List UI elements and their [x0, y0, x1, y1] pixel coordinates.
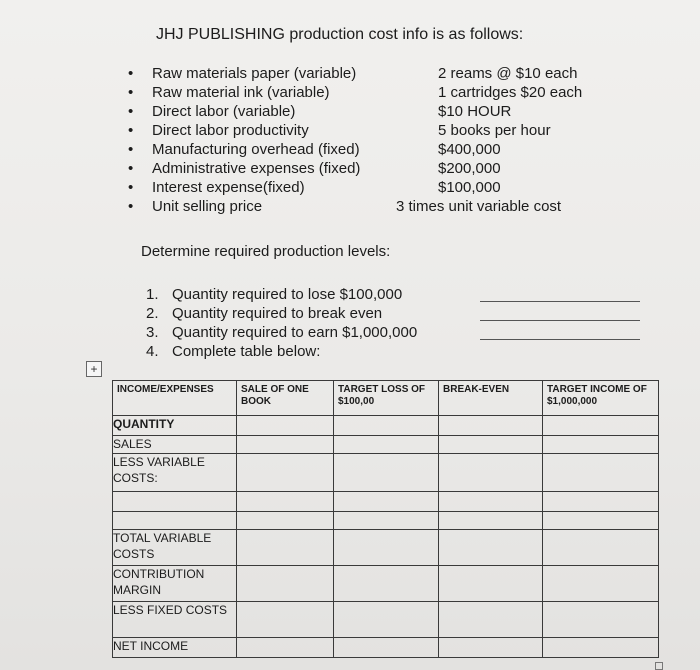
table-cell[interactable] — [439, 454, 543, 492]
table-cell[interactable] — [237, 492, 334, 512]
table-row — [113, 454, 659, 492]
row-label — [113, 492, 237, 512]
row-label: LESS VARIABLE COSTS: — [113, 454, 237, 492]
question-text: Complete table below: — [172, 343, 321, 360]
table-cell[interactable] — [439, 530, 543, 566]
row-label — [113, 512, 237, 530]
cost-label: Manufacturing overhead (fixed) — [152, 141, 360, 158]
table-cell[interactable] — [334, 436, 439, 454]
table-cell[interactable] — [543, 492, 659, 512]
table-cell[interactable] — [439, 492, 543, 512]
instruction-text: Determine required production levels: — [141, 243, 391, 260]
table-row — [113, 512, 659, 530]
table-cell[interactable] — [237, 530, 334, 566]
bullet-icon: • — [128, 198, 134, 215]
cost-value: 5 books per hour — [438, 122, 551, 139]
bullet-icon: • — [128, 122, 134, 139]
cost-label: Unit selling price — [152, 198, 263, 215]
table-row — [113, 492, 659, 512]
cost-label: Direct labor productivity — [152, 122, 309, 139]
table-cell[interactable] — [334, 602, 439, 638]
table-row — [113, 416, 659, 436]
question-number: 1. — [146, 286, 159, 303]
row-label: TOTAL VARIABLE COSTS — [113, 530, 237, 566]
table-cell[interactable] — [334, 492, 439, 512]
list-item — [128, 83, 598, 102]
table-cell[interactable] — [439, 436, 543, 454]
table-cell[interactable] — [543, 436, 659, 454]
bullet-icon: • — [128, 84, 134, 101]
bullet-icon: • — [128, 141, 134, 158]
table-cell[interactable] — [543, 512, 659, 530]
bullet-icon: • — [128, 179, 134, 196]
question-item — [146, 304, 646, 323]
answer-line[interactable] — [480, 339, 640, 340]
table-row — [113, 638, 659, 658]
question-text: Quantity required to earn $1,000,000 — [172, 324, 418, 341]
list-item — [128, 159, 598, 178]
row-label: NET INCOME — [113, 638, 237, 658]
column-header: BREAK-EVEN — [439, 381, 543, 416]
bullet-icon: • — [128, 65, 134, 82]
table-cell[interactable] — [237, 602, 334, 638]
table-cell[interactable] — [439, 512, 543, 530]
table-cell[interactable] — [237, 436, 334, 454]
question-number: 2. — [146, 305, 159, 322]
row-label: LESS FIXED COSTS — [113, 602, 237, 638]
table-header-row — [113, 381, 659, 416]
table-cell[interactable] — [439, 416, 543, 436]
cost-value: 2 reams @ $10 each — [438, 65, 578, 82]
table-cell[interactable] — [237, 512, 334, 530]
list-item — [128, 121, 598, 140]
question-text: Quantity required to lose $100,000 — [172, 286, 403, 303]
row-label: QUANTITY — [113, 416, 237, 436]
row-label: SALES — [113, 436, 237, 454]
table-cell[interactable] — [543, 416, 659, 436]
answer-line[interactable] — [480, 320, 640, 321]
cost-value: $100,000 — [438, 179, 501, 196]
question-item — [146, 342, 646, 361]
cost-label: Raw materials paper (variable) — [152, 65, 357, 82]
bullet-icon: • — [128, 160, 134, 177]
table-cell[interactable] — [439, 602, 543, 638]
table-cell[interactable] — [334, 416, 439, 436]
list-item — [128, 178, 598, 197]
table-cell[interactable] — [334, 512, 439, 530]
column-header: TARGET LOSS OF $100,00 — [334, 381, 439, 416]
list-item — [128, 140, 598, 159]
table-cell[interactable] — [334, 454, 439, 492]
table-cell[interactable] — [543, 454, 659, 492]
list-item — [128, 64, 598, 83]
cost-value: $400,000 — [438, 141, 501, 158]
table-cell[interactable] — [237, 638, 334, 658]
cost-label: Interest expense(fixed) — [152, 179, 305, 196]
table-row — [113, 530, 659, 566]
cost-value: 3 times unit variable cost — [396, 198, 562, 215]
column-header: SALE OF ONE BOOK — [237, 381, 334, 416]
column-header: TARGET INCOME OF $1,000,000 — [543, 381, 659, 416]
table-cell[interactable] — [334, 566, 439, 602]
question-list — [146, 285, 646, 361]
table-cell[interactable] — [334, 530, 439, 566]
question-number: 3. — [146, 324, 159, 341]
list-item — [128, 102, 598, 121]
table-row — [113, 436, 659, 454]
bullet-icon: • — [128, 103, 134, 120]
cost-label: Raw material ink (variable) — [152, 84, 330, 101]
cost-label: Administrative expenses (fixed) — [152, 160, 361, 177]
table-cell[interactable] — [237, 566, 334, 602]
question-text: Quantity required to break even — [172, 305, 383, 322]
table-cell[interactable] — [237, 454, 334, 492]
resize-handle[interactable] — [655, 662, 663, 670]
plus-icon[interactable]: + — [86, 361, 102, 377]
table-cell[interactable] — [543, 566, 659, 602]
table-cell[interactable] — [543, 602, 659, 638]
cost-value: $10 HOUR — [438, 103, 512, 120]
question-number: 4. — [146, 343, 159, 360]
page-title: JHJ PUBLISHING production cost info is as follows: — [156, 26, 524, 43]
table-row — [113, 566, 659, 602]
table-cell[interactable] — [334, 638, 439, 658]
question-item — [146, 285, 646, 304]
list-item — [128, 197, 598, 216]
row-label: CONTRIBUTION MARGIN — [113, 566, 237, 602]
table-cell[interactable] — [439, 566, 543, 602]
cost-info-list — [128, 64, 598, 216]
cost-value: 1 cartridges $20 each — [438, 84, 583, 101]
cost-value: $200,000 — [438, 160, 501, 177]
table-cell[interactable] — [543, 638, 659, 658]
cost-label: Direct labor (variable) — [152, 103, 296, 120]
answer-line[interactable] — [480, 301, 640, 302]
table-row — [113, 602, 659, 638]
column-header: INCOME/EXPENSES — [113, 381, 237, 416]
table-cell[interactable] — [543, 530, 659, 566]
table-cell[interactable] — [237, 416, 334, 436]
table-cell[interactable] — [439, 638, 543, 658]
question-item — [146, 323, 646, 342]
income-table — [112, 380, 659, 658]
